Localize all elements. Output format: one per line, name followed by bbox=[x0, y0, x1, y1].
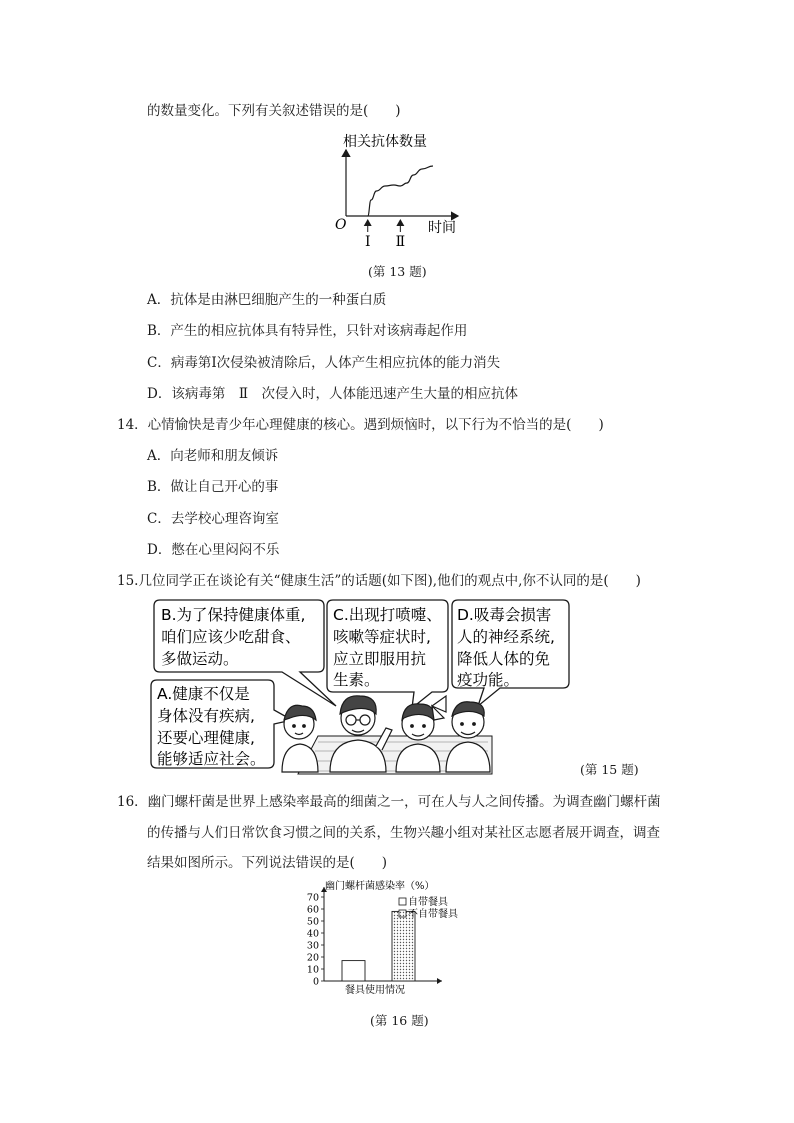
q15-bubble-d bbox=[452, 600, 569, 706]
q14-option-b: B．做让自己开心的事 bbox=[147, 479, 279, 495]
q16-bar-self-utensils bbox=[342, 961, 365, 981]
q16-legend-swatch-self bbox=[399, 898, 406, 905]
q16-y-tick-label: 0 bbox=[312, 976, 319, 988]
q15-bubble-c-line4: 生素。 bbox=[333, 671, 380, 689]
q15-student-girl-left bbox=[282, 705, 318, 772]
q16-legend-swatch-noself bbox=[399, 910, 406, 917]
q13-caption: (第 13 题) bbox=[368, 264, 427, 279]
q16-bar-no-self-utensils bbox=[392, 911, 415, 981]
q15-student-boy-glasses bbox=[330, 696, 392, 772]
q16-stem-line3: 结果如图所示。下列说法错误的是( ) bbox=[147, 855, 388, 871]
q16-y-ticks bbox=[307, 893, 324, 988]
q16-bar-chart bbox=[0, 875, 794, 1000]
q16-y-tick-label: 20 bbox=[306, 952, 319, 964]
q15-stem: 15.几位同学正在谈论有关“健康生活”的话题(如下图),他们的观点中,你不认同的是( ) bbox=[117, 573, 641, 589]
q16-y-tick-label: 60 bbox=[306, 904, 319, 916]
q16-legend-noself: 不自带餐具 bbox=[408, 909, 458, 920]
q15-bubble-c-line1: C.出现打喷嚏、 bbox=[333, 606, 442, 624]
q14-option-d: D．憋在心里闷闷不乐 bbox=[147, 542, 280, 558]
q15-bubble-a-line3: 还要心理健康, bbox=[157, 729, 255, 747]
q16-legend bbox=[399, 895, 459, 920]
q13-origin: O bbox=[335, 217, 347, 233]
q13-mark2-label: Ⅱ bbox=[395, 234, 406, 250]
q16-stem-line2: 的传播与人们日常饮食习惯之间的关系，生物兴趣小组对某社区志愿者展开调查，调查 bbox=[147, 825, 660, 841]
q16-y-label: 幽门螺杆菌感染率（%） bbox=[325, 881, 435, 892]
q13-stem-tail: 的数量变化。下列有关叙述错误的是( ) bbox=[147, 103, 401, 119]
q13-option-a: A．抗体是由淋巴细胞产生的一种蛋白质 bbox=[147, 292, 387, 308]
q14-option-a: A．向老师和朋友倾诉 bbox=[147, 448, 279, 464]
q15-bubble-a-line1: A.健康不仅是 bbox=[157, 685, 250, 703]
q13-option-c: C．病毒第Ⅰ次侵染被清除后，人体产生相应抗体的能力消失 bbox=[147, 355, 501, 371]
q16-legend-self: 自带餐具 bbox=[408, 897, 448, 908]
q16-bars bbox=[342, 911, 415, 981]
q15-bubble-d-line1: D.吸毒会损害 bbox=[457, 606, 552, 624]
q15-bubble-d-line3: 降低人体的免 bbox=[457, 650, 551, 668]
q15-bubble-d-line2: 人的神经系统, bbox=[457, 628, 555, 646]
q13-y-label: 相关抗体数量 bbox=[343, 134, 427, 150]
q15-bubble-b-line3: 多做运动。 bbox=[161, 650, 239, 668]
q16-y-tick-label: 70 bbox=[306, 892, 319, 904]
q15-bubble-a-line4: 能够适应社会。 bbox=[157, 750, 266, 768]
q16-y-tick-label: 40 bbox=[306, 928, 319, 940]
q13-x-label: 时间 bbox=[428, 220, 456, 236]
q15-bubble-b-line1: B.为了保持健康体重, bbox=[161, 606, 306, 624]
q14-option-c: C．去学校心理咨询室 bbox=[147, 511, 279, 527]
q14-stem: 14．心情愉快是青少年心理健康的核心。遇到烦恼时，以下行为不恰当的是( ) bbox=[117, 417, 604, 433]
q15-bubble-c-line3: 应立即服用抗 bbox=[333, 650, 427, 668]
q13-antibody-chart bbox=[0, 120, 794, 380]
q15-bubble-b-line2: 咱们应该少吃甜食、 bbox=[161, 628, 301, 646]
q13-option-b: B．产生的相应抗体具有特异性，只针对该病毒起作用 bbox=[147, 323, 468, 339]
q15-bubble-c bbox=[327, 600, 448, 708]
q15-illustration bbox=[0, 596, 794, 786]
q15-student-girl-bow bbox=[396, 696, 446, 772]
q15-bubble-a-line2: 身体没有疾病, bbox=[157, 707, 255, 725]
q16-x-label: 餐具使用情况 bbox=[345, 985, 405, 996]
q15-caption: (第 15 题) bbox=[580, 762, 639, 777]
q16-caption: (第 16 题) bbox=[370, 1013, 429, 1028]
q13-antibody-curve bbox=[368, 166, 433, 216]
q13-mark1-label: Ⅰ bbox=[364, 234, 371, 250]
q16-y-tick-label: 10 bbox=[306, 964, 319, 976]
q15-bubble-c-line2: 咳嗽等症状时, bbox=[333, 628, 431, 646]
q16-stem-line1: 16．幽门螺杆菌是世界上感染率最高的细菌之一，可在人与人之间传播。为调查幽门螺杆菌 bbox=[117, 794, 661, 810]
q15-bubble-a bbox=[151, 680, 292, 768]
q16-y-tick-label: 50 bbox=[306, 916, 319, 928]
q13-option-d: D．该病毒第 Ⅱ 次侵入时，人体能迅速产生大量的相应抗体 bbox=[147, 386, 518, 402]
q15-bubble-d-line4: 疫功能。 bbox=[457, 671, 520, 689]
q16-y-tick-label: 30 bbox=[306, 940, 319, 952]
